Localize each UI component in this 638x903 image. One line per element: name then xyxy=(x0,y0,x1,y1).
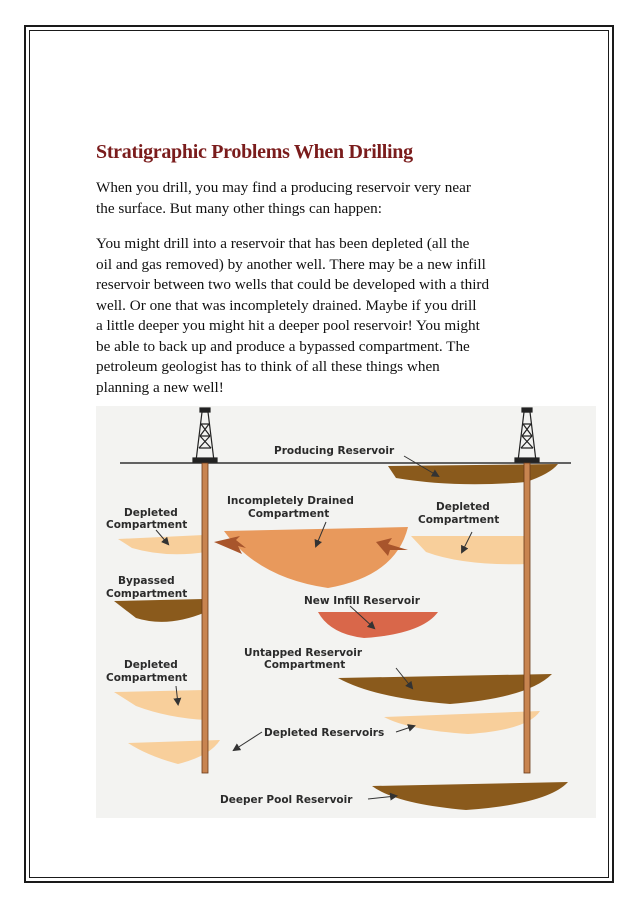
depleted-compartment-right xyxy=(411,536,528,564)
new-infill-reservoir xyxy=(318,612,438,638)
diagram-svg xyxy=(96,406,596,818)
body-line: be able to back up and produce a bypassed compartment. The xyxy=(96,337,470,355)
body-line: petroleum geologist has to think of all these things when xyxy=(96,358,440,375)
derrick-right-icon xyxy=(515,408,539,462)
label-new-infill: New Infill Reservoir xyxy=(304,595,420,607)
label-bypassed: Bypassed xyxy=(118,575,175,587)
intro-line: the surface. But many other things can happen: xyxy=(96,199,382,217)
label-incompletely-drained-2: Compartment xyxy=(248,508,330,520)
label-depleted-reservoirs: Depleted Reservoirs xyxy=(264,727,385,739)
label-depleted-lower-2: Compartment xyxy=(106,672,188,684)
leader-depleted-reservoirs-right xyxy=(396,726,414,732)
label-depleted-lower: Depleted xyxy=(124,659,178,671)
body-paragraph xyxy=(96,234,556,398)
label-depleted-left: Depleted xyxy=(124,507,178,519)
incompletely-drained-compartment xyxy=(224,527,408,588)
stratigraphy-diagram xyxy=(96,406,596,818)
label-untapped-2: Compartment xyxy=(264,659,346,671)
intro-line: When you drill, you may find a producing reservoir very near xyxy=(96,179,471,196)
well-pipe-left xyxy=(202,463,208,773)
label-bypassed-2: Compartment xyxy=(106,588,188,600)
label-depleted-right-2: Compartment xyxy=(418,514,500,526)
derrick-left-icon xyxy=(193,408,217,462)
leader-depleted-reservoirs-left xyxy=(234,732,262,750)
label-depleted-left-2: Compartment xyxy=(106,519,188,531)
depleted-reservoir-right xyxy=(384,711,540,734)
intro-paragraph xyxy=(96,178,556,219)
untapped-reservoir-compartment xyxy=(338,674,552,704)
depleted-compartment-left xyxy=(118,535,206,554)
depleted-compartment-lower xyxy=(114,690,206,720)
label-deeper-pool: Deeper Pool Reservoir xyxy=(220,794,353,806)
body-line: You might drill into a reservoir that has been depleted (all the xyxy=(96,235,470,252)
label-untapped: Untapped Reservoir xyxy=(244,647,363,659)
bypassed-compartment xyxy=(114,599,206,622)
leader-deeper-pool xyxy=(368,796,396,799)
body-line: oil and gas removed) by another well. There may be a new infill xyxy=(96,255,486,273)
body-line: well. Or one that was incompletely drained. Maybe if you drill xyxy=(96,296,477,314)
label-incompletely-drained: Incompletely Drained xyxy=(227,495,354,507)
well-pipe-right xyxy=(524,463,530,773)
deeper-pool-reservoir xyxy=(372,782,568,810)
body-line: planning a new well! xyxy=(96,378,224,396)
label-producing-reservoir: Producing Reservoir xyxy=(274,445,395,457)
label-depleted-right: Depleted xyxy=(436,501,490,513)
producing-reservoir xyxy=(388,464,558,484)
page-title: Stratigraphic Problems When Drilling xyxy=(96,141,413,163)
body-line: a little deeper you might hit a deeper pool reservoir! You might xyxy=(96,317,480,334)
body-line: reservoir between two wells that could be developed with a third xyxy=(96,276,490,293)
